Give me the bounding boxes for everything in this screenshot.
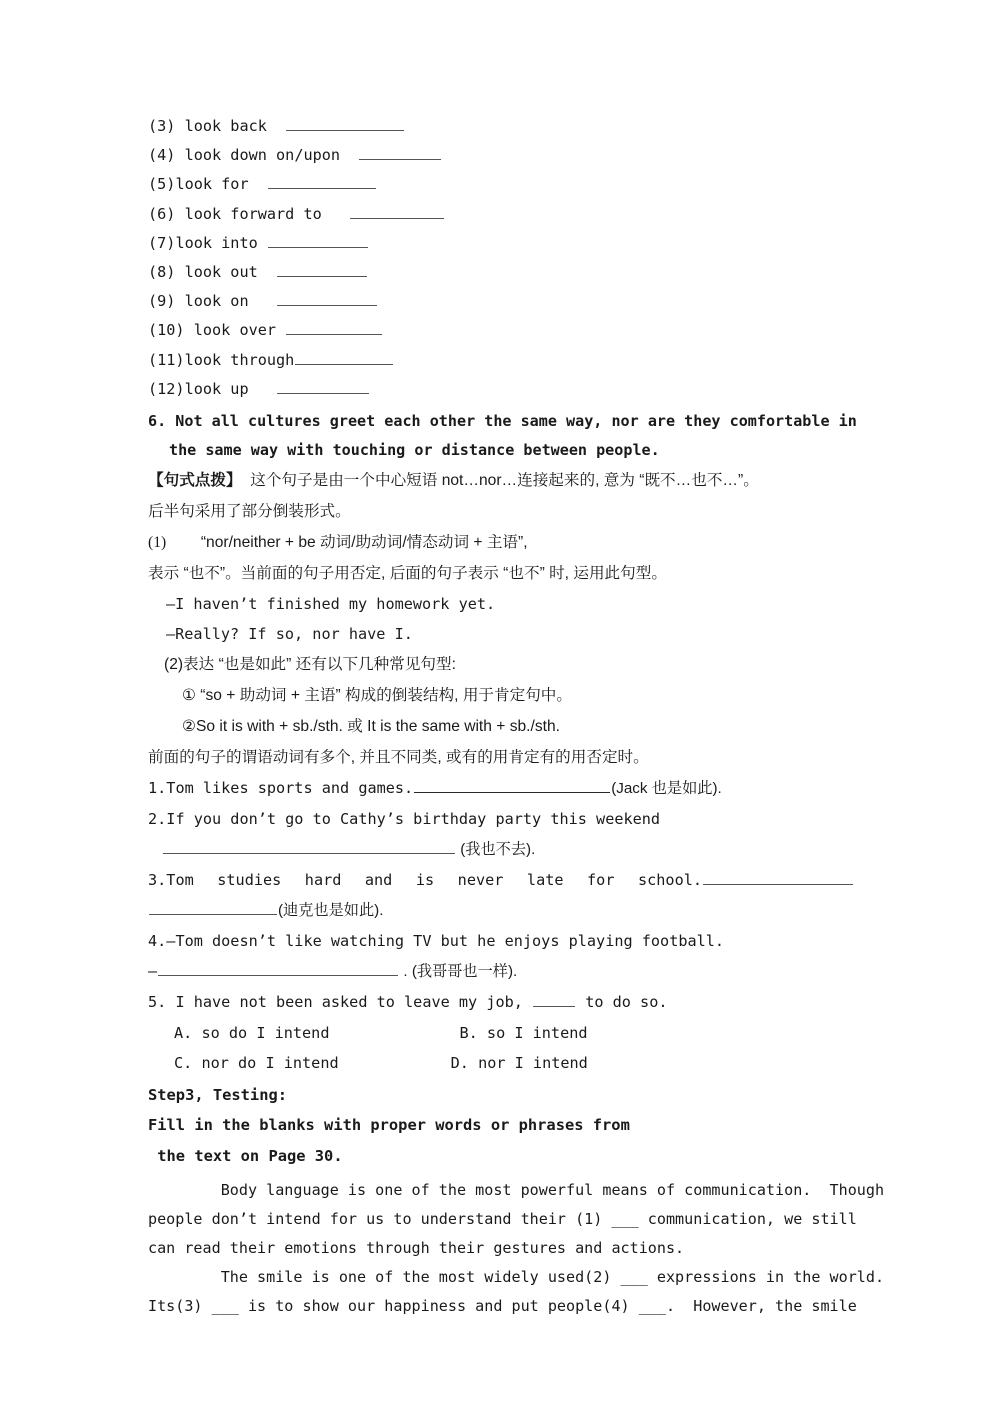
ex1-hint: (Jack 也是如此). <box>611 780 722 798</box>
option-a[interactable] <box>174 1024 329 1042</box>
exercise-item-2 <box>148 804 854 834</box>
closing-text: 前面的句子的谓语动词有多个, 并且不同类, 或有的用肯定有的用否定时。 <box>148 749 649 767</box>
list-item <box>148 141 854 170</box>
ex4-text: —Tom doesn’t like watching TV but he enjoys playing football. <box>166 932 725 951</box>
answer-blank[interactable] <box>359 147 441 160</box>
tip-label: 【句式点拨】 <box>148 472 242 490</box>
answer-blank[interactable] <box>414 780 610 793</box>
tip-line-2 <box>148 496 854 527</box>
tip-line-1 <box>148 465 854 496</box>
exercise-item-2-line2 <box>148 834 854 865</box>
phrase-number: (6) <box>148 204 176 223</box>
exercise-list <box>148 773 854 1078</box>
answer-blank[interactable] <box>533 994 575 1007</box>
option-d-label: nor I intend <box>478 1054 588 1073</box>
phrase-number: (4) <box>148 146 176 165</box>
exercise-5-options-row-2 <box>148 1048 854 1078</box>
point1-cont-text: 表示 “也不”。当前面的句子用否定, 后面的句子表示 “也不” 时, 运用此句型。 <box>148 565 667 583</box>
tip-point-1 <box>148 527 854 558</box>
sub2-text: ②So it is with + sb./sth. 或 It is the same with + sb./sth. <box>182 718 560 736</box>
phrase-text: look into <box>175 233 258 252</box>
phrase-text: look up <box>184 379 249 398</box>
sub1-text: ① “so + 助动词 + 主语” 构成的倒装结构, 用于肯定句中。 <box>182 687 572 705</box>
ex2-hint: (我也不去). <box>456 841 536 859</box>
item6-line2 <box>148 436 854 465</box>
step3-instruction-line2: the text on Page 30. <box>148 1147 343 1166</box>
dialog-line-a <box>148 589 854 619</box>
answer-blank[interactable] <box>350 205 444 218</box>
page-content <box>148 112 885 1321</box>
ex4-number: 4. <box>148 932 167 951</box>
exercise-5-options-row-1 <box>148 1018 854 1048</box>
answer-blank[interactable] <box>295 351 393 364</box>
list-item <box>148 200 854 229</box>
phrase-number: (12) <box>148 379 185 398</box>
step3-heading: Step3, Testing: <box>148 1086 287 1105</box>
dialog-a-text: —I haven’t finished my homework yet. <box>166 595 496 614</box>
exercise-item-3-line2 <box>148 895 854 926</box>
dialog-line-b <box>148 619 854 649</box>
dialog-b-text: —Really? If so, nor have I. <box>166 625 413 644</box>
option-c[interactable] <box>174 1054 339 1072</box>
list-item <box>148 112 854 141</box>
answer-blank[interactable] <box>703 872 853 885</box>
phrase-number: (11) <box>148 350 185 369</box>
tip-point-2 <box>148 649 854 680</box>
option-b-key: B. <box>459 1024 478 1043</box>
list-item <box>148 229 854 258</box>
phrase-text: look on <box>184 292 249 311</box>
answer-blank[interactable] <box>149 902 277 915</box>
phrase-text: look out <box>184 263 258 282</box>
phrase-number: (7) <box>148 233 176 252</box>
item6-line1 <box>148 407 857 436</box>
tip-closing <box>148 742 854 773</box>
phrase-text: look through <box>184 350 295 369</box>
option-b-label: so I intend <box>486 1024 588 1043</box>
exercise-item-1 <box>148 773 854 804</box>
passage-p1-line3: can read their emotions through their gestures and actions. <box>148 1239 685 1258</box>
item6-number: 6. <box>148 412 167 431</box>
tip-point-1-cont <box>148 558 854 589</box>
item6-block <box>148 407 857 465</box>
tip-line1-text: 这个句子是由一个中心短语 not…nor…连接起来的, 意为 “既不…也不…”。 <box>241 472 759 490</box>
phrase-text: look forward to <box>184 204 322 223</box>
item6-sentence-part1: Not all cultures greet each other the same way, nor are they comfortable in <box>175 412 857 431</box>
point1-text: “nor/neither + be 动词/助动词/情态动词 + 主语”, <box>192 534 528 552</box>
ex3-number: 3. <box>148 871 167 890</box>
item6-sentence-part2: the same way with touching or distance between people. <box>169 441 660 460</box>
list-item <box>148 170 854 199</box>
phrase-text: look down on/upon <box>184 146 341 165</box>
answer-blank[interactable] <box>286 118 404 131</box>
phrase-text: look over <box>193 321 277 340</box>
exercise-item-5 <box>148 987 854 1018</box>
ex3-hint: (迪克也是如此). <box>278 902 384 920</box>
passage-p2-line2: Its(3) ___ is to show our happiness and put people(4) ___. However, the smile <box>148 1297 857 1316</box>
phrase-number: (5) <box>148 175 176 194</box>
option-a-label: so do I intend <box>201 1024 330 1043</box>
tip-sub-2 <box>148 711 854 742</box>
ex4-hint: . (我哥哥也一样). <box>399 963 518 981</box>
option-d[interactable] <box>451 1054 588 1072</box>
answer-blank[interactable] <box>277 293 377 306</box>
exercise-item-4 <box>148 926 854 956</box>
answer-blank[interactable] <box>277 380 369 393</box>
list-item <box>148 258 854 287</box>
answer-blank[interactable] <box>268 176 376 189</box>
passage-p1-line1: Body language is one of the most powerful means of communication. Though <box>148 1181 885 1200</box>
passage-p1-line2: people don’t intend for us to understand their (1) ___ communication, we still <box>148 1210 857 1229</box>
exercise-item-4-line2 <box>148 956 854 987</box>
phrase-number: (8) <box>148 263 176 282</box>
phrase-text: look back <box>184 117 267 135</box>
list-item <box>148 346 854 375</box>
ex2-number: 2. <box>148 810 167 829</box>
list-item <box>148 316 854 345</box>
step3-block <box>148 1080 854 1172</box>
answer-blank[interactable] <box>158 963 398 976</box>
option-d-key: D. <box>450 1054 469 1073</box>
phrase-number: (3) <box>148 117 176 135</box>
tip-sub-1 <box>148 680 854 711</box>
ex3-text: Tom studies hard and is never late for school. <box>166 871 702 890</box>
option-c-key: C. <box>174 1054 193 1073</box>
ex2-text: If you don’t go to Cathy’s birthday party this weekend <box>166 810 661 829</box>
syntax-tip-block <box>148 465 854 773</box>
answer-blank[interactable] <box>163 841 455 854</box>
ex4-dash: — <box>148 962 158 981</box>
answer-blank[interactable] <box>286 322 382 335</box>
ex1-text: Tom likes sports and games. <box>166 779 414 798</box>
option-c-label: nor do I intend <box>201 1054 339 1073</box>
answer-blank[interactable] <box>277 264 367 277</box>
point1-number: (1) <box>148 534 167 552</box>
exercise-item-3 <box>148 865 854 895</box>
step3-instruction-line1: Fill in the blanks with proper words or phrases from <box>148 1116 630 1135</box>
option-a-key: A. <box>174 1024 193 1043</box>
ex5-text-after: to do so. <box>576 993 668 1012</box>
phrase-list <box>148 112 854 404</box>
list-item <box>148 287 854 316</box>
ex5-text-before: I have not been asked to leave my job, <box>166 993 533 1012</box>
list-item <box>148 375 854 404</box>
ex1-number: 1. <box>148 779 167 798</box>
passage-p2-line1: The smile is one of the most widely used(2) ___ expressions in the world. <box>148 1268 885 1287</box>
passage-block <box>148 1176 885 1321</box>
option-b[interactable] <box>459 1024 587 1042</box>
answer-blank[interactable] <box>268 234 368 247</box>
tip-line2-text: 后半句采用了部分倒装形式。 <box>148 503 351 521</box>
phrase-number: (9) <box>148 292 176 311</box>
point2-text: (2)表达 “也是如此” 还有以下几种常见句型: <box>164 656 456 674</box>
phrase-number: (10) <box>148 321 185 340</box>
phrase-text: look for <box>175 175 249 194</box>
ex5-number: 5. <box>148 993 167 1012</box>
